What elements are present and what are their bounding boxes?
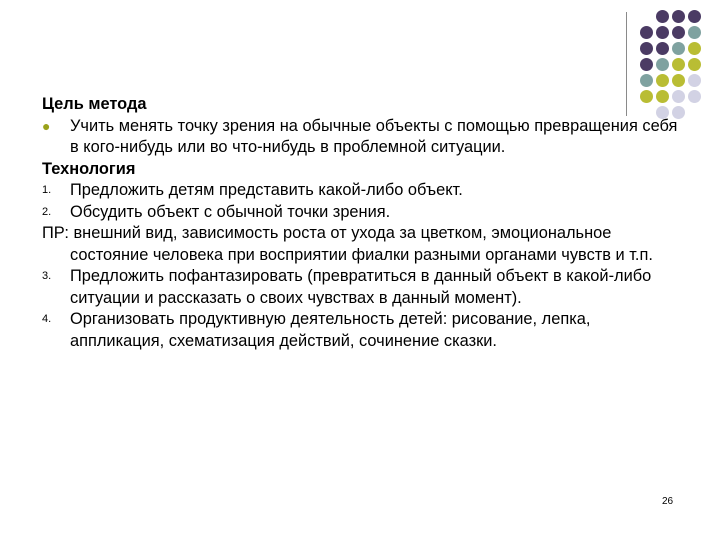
- decorative-dot: [656, 42, 669, 55]
- decorative-dot: [672, 42, 685, 55]
- step-item-4: [42, 309, 682, 352]
- example-paragraph: ПР: внешний вид, зависимость роста от ухода за цветком, эмоциональное состояние человека при восприятии фиалки разными органами чувств и т.п.: [42, 224, 653, 264]
- step-number: 3.: [42, 270, 52, 282]
- step-text: Организовать продуктивную деятельность детей: рисование, лепка, аппликация, схематизация действий, сочинение сказки.: [70, 310, 591, 350]
- decorative-dot: [656, 74, 669, 87]
- decorative-dot: [672, 58, 685, 71]
- slide-body: [42, 94, 682, 352]
- step-item-1: [42, 180, 682, 202]
- decorative-dot: [688, 58, 701, 71]
- decorative-dot: [672, 26, 685, 39]
- goal-heading: Цель метода: [42, 95, 147, 113]
- decorative-dot: [656, 26, 669, 39]
- decorative-dot: [640, 58, 653, 71]
- step-item-3: [42, 266, 682, 309]
- decorative-dot: [688, 106, 701, 119]
- decorative-dot: [672, 74, 685, 87]
- decorative-dot: [688, 10, 701, 23]
- decorative-dot: [640, 42, 653, 55]
- decorative-dot: [672, 10, 685, 23]
- step-text: Обсудить объект с обычной точки зрения.: [70, 202, 391, 221]
- decorative-dot: [656, 10, 669, 23]
- decorative-dot: [688, 74, 701, 87]
- step-text: Предложить пофантазировать (превратиться в данный объект в какой-либо ситуации и рассказать о своих чувствах в данный момент).: [70, 267, 652, 307]
- bullet-icon: ●: [42, 117, 51, 134]
- step-text: Предложить детям представить какой-либо объект.: [70, 181, 463, 199]
- decorative-dot: [640, 74, 653, 87]
- step-number: 2.: [42, 205, 52, 218]
- decorative-dot: [640, 26, 653, 39]
- goal-text: Учить менять точку зрения на обычные объекты с помощью превращения себя в кого-нибудь или во что-нибудь в проблемной ситуации.: [70, 116, 678, 156]
- step-number: 1.: [42, 184, 52, 196]
- decorative-dot: [640, 10, 653, 23]
- step-item-2: [42, 202, 682, 224]
- step-number: 4.: [42, 313, 52, 325]
- decorative-dot: [688, 90, 701, 103]
- decorative-dot: [688, 26, 701, 39]
- decorative-dot: [656, 58, 669, 71]
- page-number: 26: [662, 496, 674, 507]
- technology-heading: Технология: [42, 159, 136, 178]
- decorative-dot: [688, 42, 701, 55]
- goal-item: [42, 116, 682, 159]
